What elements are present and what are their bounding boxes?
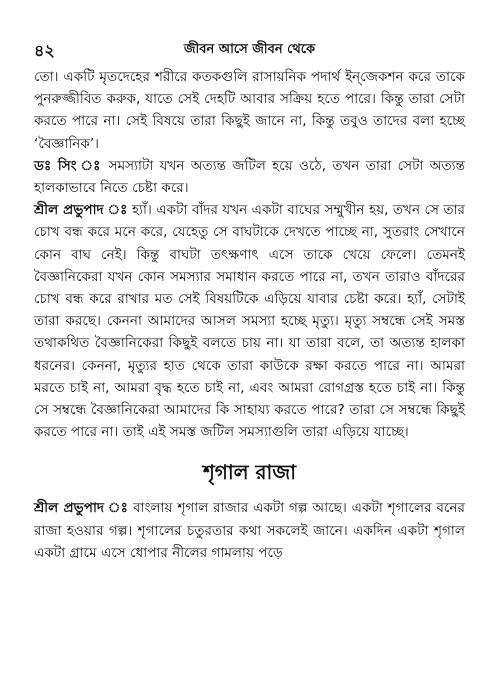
paragraph-text: তো। একটি মৃতদেহের শরীরে কতকগুলি রাসায়নিক পদার্থ ইন্‌জেকশন করে তাকে পুনরুজ্জীবিত করুক, যাতে সেই দেহটি আবার সক্রিয় হতে পারে। কিন্তু তারা সেটা করতে পারে না। সেই বিষয়ে তারা কিছুই জানে না, কিন্তু তবুও তাদের বলা হচ্ছে ‘বৈজ্ঞানিক’। [34,69,465,152]
speaker-label: ডঃ সিং ঃ [34,157,103,174]
paragraph-continuation [34,66,465,155]
paragraph-text: হ্যাঁ। একটা বাঁদর যখন একটা বাঘের সম্মুখীন হয়, তখন সে তার চোখ বন্ধ করে মনে করে, যেহেতু সে বাঘটাকে দেখতে পাচ্ছে না, সুতরাং সেখানে কোন বাঘ নেই। কিন্তু বাঘটা তৎক্ষণাৎ এসে তাকে খেয়ে ফেলে। তেমনই বৈজ্ঞানিকেরা যখন কোন সমস্যার সমাধান করতে পারে না, তখন তারাও বাঁদরের চোখ বন্ধ করে রাখার মত সেই বিষয়টিকে এড়িয়ে যাবার চেষ্টা করে। হ্যাঁ, সেটাই তারা করছে। কেননা আমাদের আসল সমস্যা হচ্ছে মৃত্যু। মৃত্যু সম্বন্ধে সেই সমস্ত তথাকথিত বৈজ্ঞানিকেরা কিছুই বলতে চায় না। যা তারা বলে, তা অত্যন্ত হালকা ধরনের। কেননা, মৃত্যুর হাত থেকে তারা কাউকে রক্ষা করতে পারে না। আমরা মরতে চাই না, আমরা বৃদ্ধ হতে চাই না, এবং আমরা রোগগ্রস্ত হতে চাই না। কিন্তু সে সম্বন্ধে বৈজ্ঞানিকেরা আমাদের কি সাহায্য করতে পারে? তারা সে সম্বন্ধে কিছুই করতে পারে না। তাই এই সমস্ত জটিল সমস্যাগুলি তারা এড়িয়ে যাচ্ছে। [34,202,465,441]
speaker-label: শ্রীল প্রভুপাদ ঃ [34,202,128,219]
paragraph-text: বাংলায় শৃগাল রাজার একটা গল্প আছে। একটা শৃগালের বনের রাজা হওয়ার গল্প। শৃগালের চতুরতার কথা সকলেই জানে। একদিন একটা শৃগাল একটা গ্রামে এসে ধোপার নীলের গামলায় পড়ে [34,500,465,561]
running-title: জীবন আসে জীবন থেকে [183,42,316,57]
section-heading: শৃগাল রাজা [202,460,297,485]
speaker-label: শ্রীল প্রভুপাদ ঃ [34,500,129,517]
dialogue-dr-singh [34,155,465,199]
paragraph-text: সমস্যাটা যখন অত্যন্ত জটিল হয়ে ওঠে, তখন তারা সেটা অত্যন্ত হালকাভাবে নিতে চেষ্টা করে। [34,157,465,197]
dialogue-prabhupada-section [34,497,465,564]
dialogue-prabhupada [34,199,465,443]
page-header [34,0,465,60]
page-number: ৪২ [34,41,55,60]
